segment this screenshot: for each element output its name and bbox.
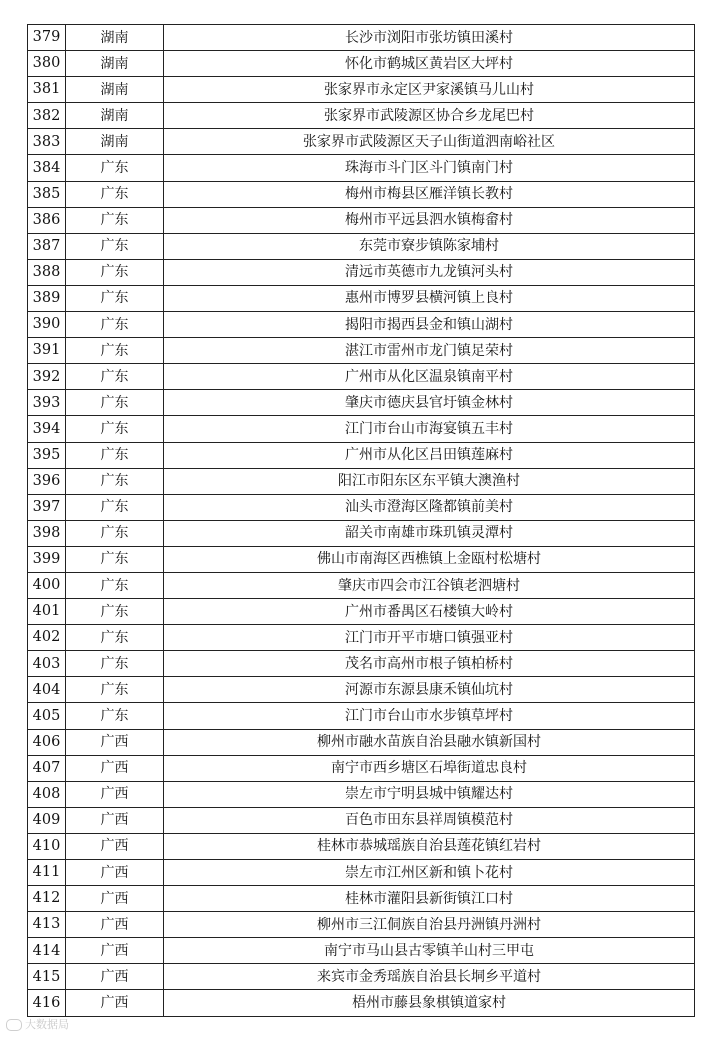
province-cell: 广西 [66, 886, 164, 912]
table-row [28, 103, 695, 129]
province-cell: 广东 [66, 546, 164, 572]
village-name-cell: 怀化市鹤城区黄岩区大坪村 [164, 51, 695, 77]
village-name-cell: 阳江市阳东区东平镇大澳渔村 [164, 468, 695, 494]
village-name-cell: 柳州市三江侗族自治县丹洲镇丹洲村 [164, 912, 695, 938]
province-cell: 广西 [66, 912, 164, 938]
province-cell: 广东 [66, 338, 164, 364]
village-name-cell: 梅州市平远县泗水镇梅畲村 [164, 207, 695, 233]
table-row [28, 677, 695, 703]
row-number-cell: 409 [28, 807, 66, 833]
row-number-cell: 383 [28, 129, 66, 155]
table-row [28, 416, 695, 442]
table-row [28, 442, 695, 468]
table-row [28, 129, 695, 155]
village-name-cell: 百色市田东县祥周镇模范村 [164, 807, 695, 833]
table-row [28, 990, 695, 1016]
row-number-cell: 414 [28, 938, 66, 964]
village-name-cell: 东莞市寮步镇陈家埔村 [164, 233, 695, 259]
table-row [28, 833, 695, 859]
province-cell: 湖南 [66, 25, 164, 51]
province-cell: 广东 [66, 468, 164, 494]
province-cell: 广东 [66, 285, 164, 311]
village-name-cell: 揭阳市揭西县金和镇山湖村 [164, 312, 695, 338]
village-name-cell: 肇庆市四会市江谷镇老泗塘村 [164, 572, 695, 598]
province-cell: 广东 [66, 494, 164, 520]
province-cell: 广西 [66, 860, 164, 886]
table-row [28, 599, 695, 625]
province-cell: 广东 [66, 181, 164, 207]
province-cell: 湖南 [66, 129, 164, 155]
province-cell: 广西 [66, 781, 164, 807]
table-row [28, 964, 695, 990]
table-row [28, 364, 695, 390]
village-name-cell: 南宁市西乡塘区石埠街道忠良村 [164, 755, 695, 781]
province-cell: 广东 [66, 155, 164, 181]
row-number-cell: 392 [28, 364, 66, 390]
village-name-cell: 韶关市南雄市珠玑镇灵潭村 [164, 520, 695, 546]
village-name-cell: 崇左市江州区新和镇卜花村 [164, 860, 695, 886]
village-name-cell: 湛江市雷州市龙门镇足荣村 [164, 338, 695, 364]
table-body [28, 25, 695, 1017]
table-row [28, 233, 695, 259]
table-row [28, 77, 695, 103]
village-name-cell: 广州市从化区温泉镇南平村 [164, 364, 695, 390]
row-number-cell: 416 [28, 990, 66, 1016]
village-name-cell: 茂名市高州市根子镇柏桥村 [164, 651, 695, 677]
table-row [28, 625, 695, 651]
table-row [28, 729, 695, 755]
village-name-cell: 河源市东源县康禾镇仙坑村 [164, 677, 695, 703]
table-row [28, 807, 695, 833]
row-number-cell: 398 [28, 520, 66, 546]
village-name-cell: 桂林市灌阳县新街镇江口村 [164, 886, 695, 912]
village-name-cell: 肇庆市德庆县官圩镇金林村 [164, 390, 695, 416]
row-number-cell: 401 [28, 599, 66, 625]
province-cell: 湖南 [66, 77, 164, 103]
province-cell: 广东 [66, 651, 164, 677]
village-name-cell: 广州市从化区吕田镇莲麻村 [164, 442, 695, 468]
row-number-cell: 415 [28, 964, 66, 990]
province-cell: 广东 [66, 442, 164, 468]
table-row [28, 755, 695, 781]
province-cell: 广西 [66, 990, 164, 1016]
table-row [28, 520, 695, 546]
province-cell: 广东 [66, 520, 164, 546]
table-row [28, 155, 695, 181]
province-cell: 广东 [66, 364, 164, 390]
table-row [28, 886, 695, 912]
row-number-cell: 403 [28, 651, 66, 677]
table-row [28, 494, 695, 520]
table-row [28, 572, 695, 598]
table-row [28, 390, 695, 416]
province-cell: 湖南 [66, 51, 164, 77]
village-name-cell: 惠州市博罗县横河镇上良村 [164, 285, 695, 311]
row-number-cell: 387 [28, 233, 66, 259]
table-row [28, 181, 695, 207]
row-number-cell: 388 [28, 259, 66, 285]
table-row [28, 285, 695, 311]
province-cell: 广东 [66, 390, 164, 416]
village-name-cell: 来宾市金秀瑶族自治县长垌乡平道村 [164, 964, 695, 990]
row-number-cell: 397 [28, 494, 66, 520]
province-cell: 广东 [66, 625, 164, 651]
row-number-cell: 394 [28, 416, 66, 442]
province-cell: 广东 [66, 312, 164, 338]
table-row [28, 860, 695, 886]
row-number-cell: 389 [28, 285, 66, 311]
province-cell: 广西 [66, 833, 164, 859]
village-name-cell: 张家界市武陵源区天子山街道泗南峪社区 [164, 129, 695, 155]
row-number-cell: 386 [28, 207, 66, 233]
watermark [6, 1016, 69, 1032]
row-number-cell: 412 [28, 886, 66, 912]
village-name-cell: 南宁市马山县古零镇羊山村三甲屯 [164, 938, 695, 964]
province-cell: 广东 [66, 703, 164, 729]
row-number-cell: 410 [28, 833, 66, 859]
village-name-cell: 广州市番禺区石楼镇大岭村 [164, 599, 695, 625]
province-cell: 广西 [66, 938, 164, 964]
table-row [28, 781, 695, 807]
table-row [28, 259, 695, 285]
village-name-cell: 梧州市藤县象棋镇道家村 [164, 990, 695, 1016]
row-number-cell: 408 [28, 781, 66, 807]
row-number-cell: 411 [28, 860, 66, 886]
table-row [28, 338, 695, 364]
village-name-cell: 江门市开平市塘口镇强亚村 [164, 625, 695, 651]
table-row [28, 912, 695, 938]
province-cell: 湖南 [66, 103, 164, 129]
table-row [28, 207, 695, 233]
table-row [28, 546, 695, 572]
village-name-cell: 珠海市斗门区斗门镇南门村 [164, 155, 695, 181]
row-number-cell: 413 [28, 912, 66, 938]
village-name-cell: 柳州市融水苗族自治县融水镇新国村 [164, 729, 695, 755]
village-name-cell: 汕头市澄海区隆都镇前美村 [164, 494, 695, 520]
province-cell: 广东 [66, 259, 164, 285]
table-row [28, 468, 695, 494]
row-number-cell: 382 [28, 103, 66, 129]
row-number-cell: 385 [28, 181, 66, 207]
row-number-cell: 404 [28, 677, 66, 703]
village-list-table [27, 24, 695, 1017]
row-number-cell: 402 [28, 625, 66, 651]
village-name-cell: 清远市英德市九龙镇河头村 [164, 259, 695, 285]
row-number-cell: 391 [28, 338, 66, 364]
table-row [28, 25, 695, 51]
village-name-cell: 长沙市浏阳市张坊镇田溪村 [164, 25, 695, 51]
province-cell: 广东 [66, 233, 164, 259]
province-cell: 广西 [66, 807, 164, 833]
village-name-cell: 张家界市永定区尹家溪镇马儿山村 [164, 77, 695, 103]
province-cell: 广西 [66, 755, 164, 781]
table-row [28, 51, 695, 77]
village-name-cell: 江门市台山市海宴镇五丰村 [164, 416, 695, 442]
province-cell: 广东 [66, 677, 164, 703]
row-number-cell: 384 [28, 155, 66, 181]
province-cell: 广西 [66, 729, 164, 755]
table-row [28, 703, 695, 729]
province-cell: 广东 [66, 416, 164, 442]
row-number-cell: 396 [28, 468, 66, 494]
table-row [28, 938, 695, 964]
province-cell: 广西 [66, 964, 164, 990]
village-list-table-container [27, 24, 694, 1017]
province-cell: 广东 [66, 207, 164, 233]
village-name-cell: 张家界市武陵源区协合乡龙尾巴村 [164, 103, 695, 129]
row-number-cell: 381 [28, 77, 66, 103]
watermark-text: 大数据局 [25, 1018, 69, 1031]
row-number-cell: 393 [28, 390, 66, 416]
row-number-cell: 395 [28, 442, 66, 468]
row-number-cell: 380 [28, 51, 66, 77]
row-number-cell: 405 [28, 703, 66, 729]
province-cell: 广东 [66, 599, 164, 625]
village-name-cell: 江门市台山市水步镇草坪村 [164, 703, 695, 729]
village-name-cell: 梅州市梅县区雁洋镇长教村 [164, 181, 695, 207]
row-number-cell: 399 [28, 546, 66, 572]
row-number-cell: 400 [28, 572, 66, 598]
province-cell: 广东 [66, 572, 164, 598]
village-name-cell: 崇左市宁明县城中镇耀达村 [164, 781, 695, 807]
village-name-cell: 佛山市南海区西樵镇上金瓯村松塘村 [164, 546, 695, 572]
watermark-logo-icon [6, 1019, 22, 1031]
table-row [28, 651, 695, 677]
row-number-cell: 379 [28, 25, 66, 51]
row-number-cell: 390 [28, 312, 66, 338]
row-number-cell: 407 [28, 755, 66, 781]
row-number-cell: 406 [28, 729, 66, 755]
village-name-cell: 桂林市恭城瑶族自治县莲花镇红岩村 [164, 833, 695, 859]
table-row [28, 312, 695, 338]
